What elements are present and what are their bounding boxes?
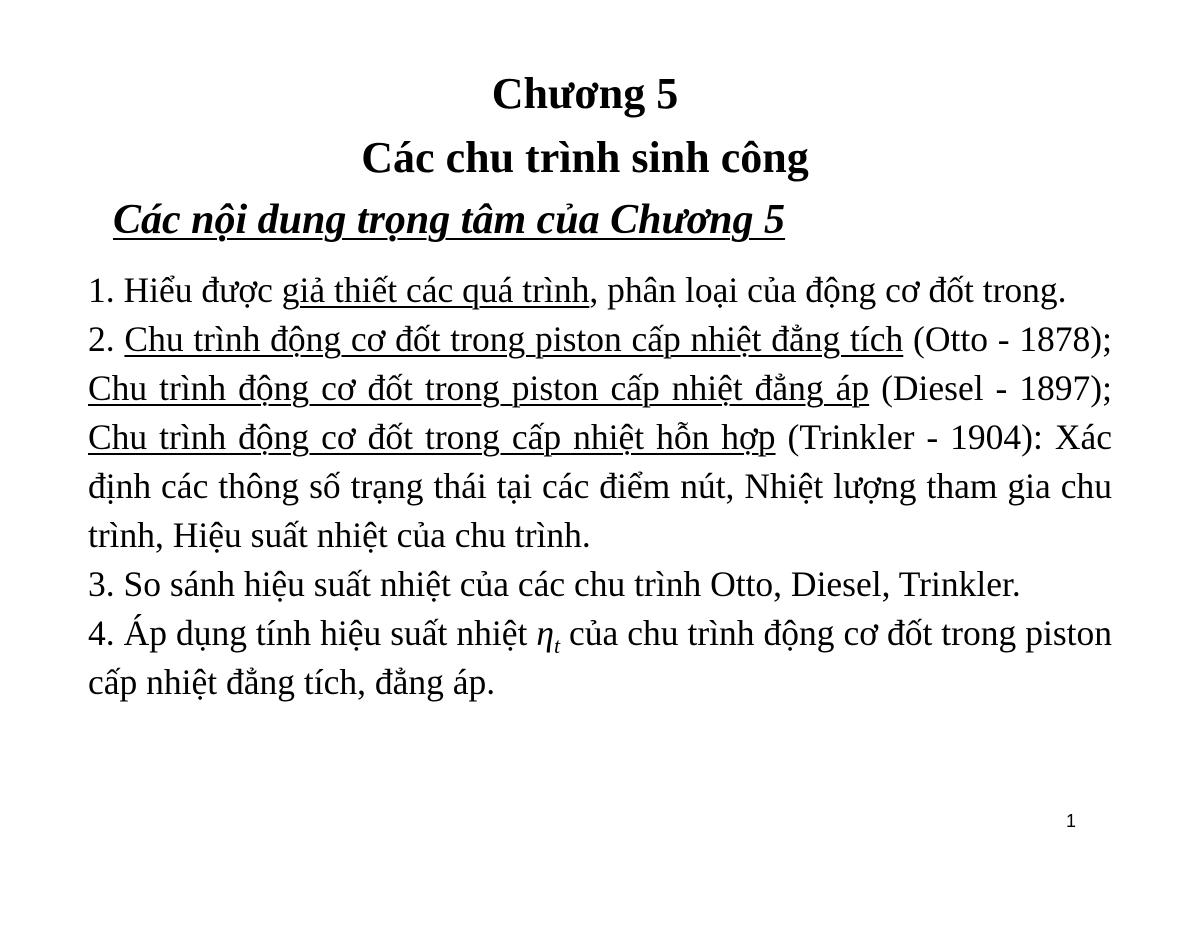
item-4-text-a: 4. Áp dụng tính hiệu suất nhiệt xyxy=(88,613,537,653)
item-1-text-a: 1. Hiểu được xyxy=(88,270,282,310)
item-2-underlined-diesel: Chu trình động cơ đốt trong piston cấp nhiệt đẳng áp xyxy=(88,368,870,408)
item-4-text-b: của chu trình động cơ đốt trong piston cấp nhiệt đẳng tích, đẳng áp. xyxy=(88,613,1112,702)
list-item-3 xyxy=(88,560,1112,609)
item-2-underlined-otto: Chu trình động cơ đốt trong piston cấp nhiệt đẳng tích xyxy=(124,319,904,359)
item-2-text-c: (Diesel - 1897); xyxy=(869,368,1112,408)
list-item-2 xyxy=(88,315,1112,560)
chapter-subject: Các chu trình sinh công xyxy=(361,133,809,182)
item-2-text-a: 2. xyxy=(88,319,125,359)
eta-letter: η xyxy=(536,613,554,653)
content-list xyxy=(88,266,1112,707)
chapter-title: Chương 5 xyxy=(491,69,679,118)
list-item-4 xyxy=(88,609,1112,707)
item-3-text: 3. So sánh hiệu suất nhiệt của các chu trình Otto, Diesel, Trinkler. xyxy=(88,564,1021,604)
efficiency-symbol xyxy=(536,613,561,658)
item-2-text-d: (Trinkler - 1904): Xác định các thông số trạng thái tại các điểm nút, Nhiệt lượng tham gia chu trình, Hiệu suất nhiệt của chu trình. xyxy=(88,417,1112,555)
eta-subscript: t xyxy=(553,633,561,658)
item-2-underlined-mixed: Chu trình động cơ đốt trong cấp nhiệt hỗn hợp xyxy=(88,417,776,457)
item-2-text-b: (Otto - 1878); xyxy=(903,319,1112,359)
list-item-1 xyxy=(88,266,1112,315)
section-heading: Các nội dung trọng tâm của Chương 5 xyxy=(113,197,786,243)
item-1-text-b: , phân loại của động cơ đốt trong. xyxy=(589,270,1067,310)
page-number: 1 xyxy=(1066,811,1077,831)
item-1-underlined: giả thiết các quá trình xyxy=(281,270,590,310)
